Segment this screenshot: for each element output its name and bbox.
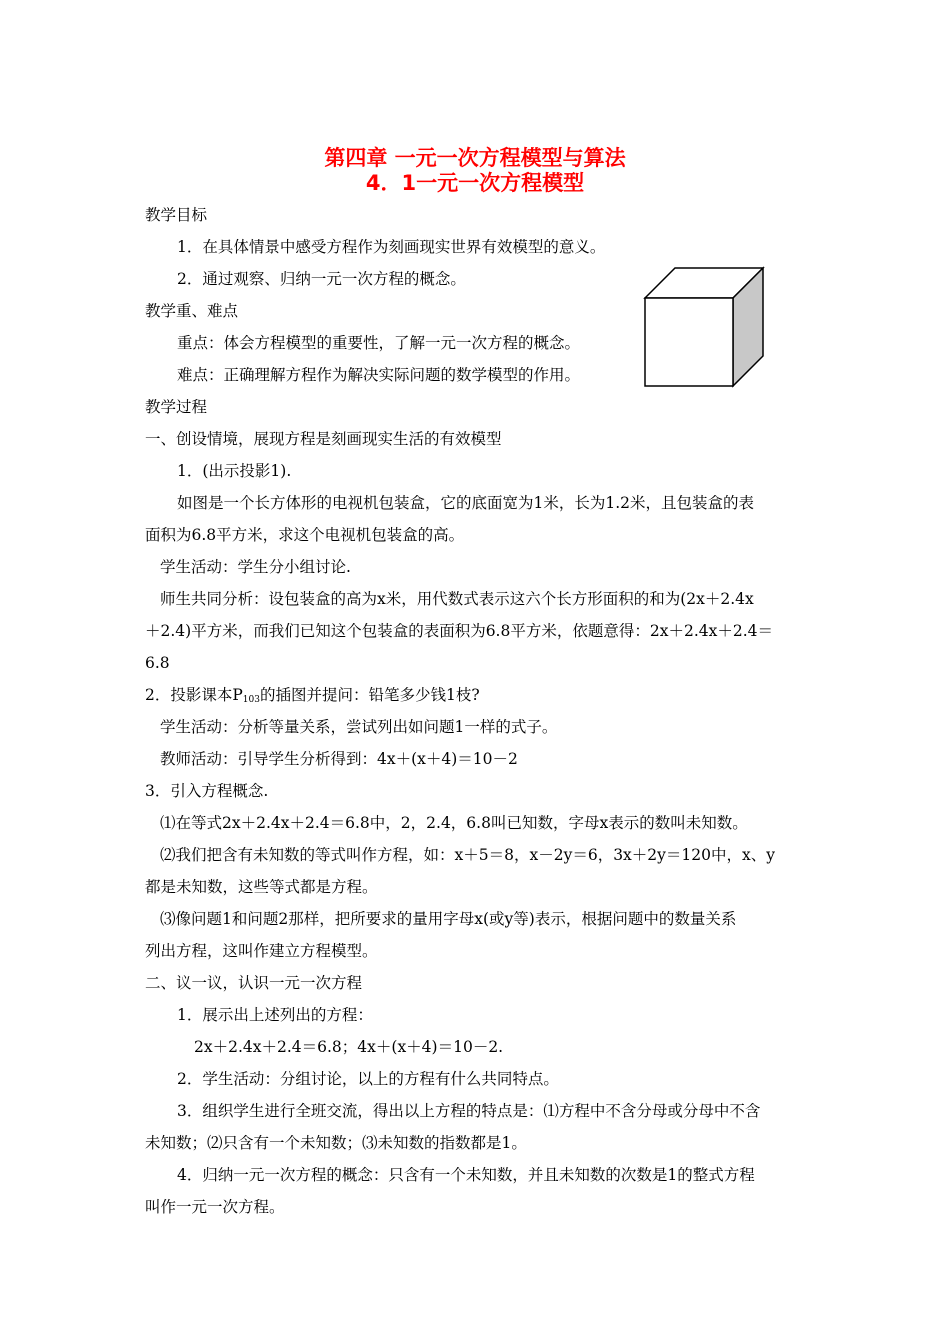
problem-text-line2: 面积为6.8平方米，求这个电视机包装盒的高。: [145, 526, 465, 544]
group-discussion-item: 2．学生活动：分组讨论，以上的方程有什么共同特点。: [177, 1070, 559, 1088]
cube-front-face: [645, 298, 733, 386]
chapter-title: 第四章 一元一次方程模型与算法: [324, 146, 626, 170]
key-point: 重点：体会方程模型的重要性，了解一元一次方程的概念。: [177, 334, 581, 352]
class-exchange-line2: 未知数；⑵只含有一个未知数；⑶未知数的指数都是1。: [145, 1134, 527, 1152]
item-2-text-b: 的插图并提问：铅笔多少钱1枝?: [259, 686, 480, 704]
item-2-text-a: 2．投影课本P: [145, 686, 243, 704]
student-activity-1: 学生活动：学生分小组讨论.: [160, 558, 351, 576]
joint-analysis-line1: 师生共同分析：设包装盒的高为x米，用代数式表示这六个长方形面积的和为(2x＋2.4x: [160, 590, 754, 608]
definition-line1: 4．归纳一元一次方程的概念：只含有一个未知数，并且未知数的次数是1的整式方程: [177, 1166, 755, 1184]
class-exchange-line1: 3．组织学生进行全班交流，得出以上方程的特点是：⑴方程中不含分母或分母中不含: [177, 1102, 761, 1120]
section-one-heading: 一、创设情境，展现方程是刻画现实生活的有效模型: [145, 430, 502, 448]
concept-1: ⑴在等式2x＋2.4x＋2.4＝6.8中，2，2.4，6.8叫已知数，字母x表示的数叫未知数。: [160, 814, 748, 832]
heading-key-points: 教学重、难点: [145, 302, 239, 320]
joint-analysis-line2: ＋2.4)平方米，而我们已知这个包装盒的表面积为6.8平方米，依题意得：2x＋2.4x＋2.4＝: [145, 622, 773, 640]
show-equations-item: 1．展示出上述列出的方程：: [177, 1006, 373, 1024]
item-2-question: [145, 684, 480, 711]
definition-line2: 叫作一元一次方程。: [145, 1198, 285, 1216]
item-1-projection: 1．(出示投影1).: [177, 462, 292, 480]
objective-2: 2．通过观察、归纳一元一次方程的概念。: [177, 270, 466, 288]
section-title: 4．1一元一次方程模型: [365, 171, 585, 195]
page-subscript: 103: [242, 695, 260, 705]
section-two-heading: 二、议一议，认识一元一次方程: [145, 974, 363, 992]
item-3-concept: 3．引入方程概念.: [145, 782, 269, 800]
teacher-activity: 教师活动：引导学生分析得到：4x＋(x＋4)＝10－2: [160, 750, 518, 768]
joint-analysis-line3: 6.8: [145, 654, 170, 672]
objective-1: 1．在具体情景中感受方程作为刻画现实世界有效模型的意义。: [177, 238, 606, 256]
concept-2-line2: 都是未知数，这些等式都是方程。: [145, 878, 378, 896]
difficult-point: 难点：正确理解方程作为解决实际问题的数学模型的作用。: [177, 366, 581, 384]
concept-3-line2: 列出方程，这叫作建立方程模型。: [145, 942, 378, 960]
concept-2-line1: ⑵我们把含有未知数的等式叫作方程，如：x＋5＝8，x－2y＝6，3x＋2y＝120中，x、y: [160, 846, 775, 864]
heading-objectives: 教学目标: [145, 206, 208, 224]
equations-list: 2x＋2.4x＋2.4＝6.8；4x＋(x＋4)＝10－2.: [194, 1038, 504, 1056]
cuboid-illustration: [643, 266, 767, 388]
student-activity-2: 学生活动：分析等量关系，尝试列出如问题1一样的式子。: [160, 718, 558, 736]
concept-3-line1: ⑶像问题1和问题2那样，把所要求的量用字母x(或y等)表示，根据问题中的数量关系: [160, 910, 737, 928]
heading-process: 教学过程: [145, 398, 208, 416]
problem-text-line1: 如图是一个长方体形的电视机包装盒，它的底面宽为1米，长为1.2米，且包装盒的表: [177, 494, 755, 512]
